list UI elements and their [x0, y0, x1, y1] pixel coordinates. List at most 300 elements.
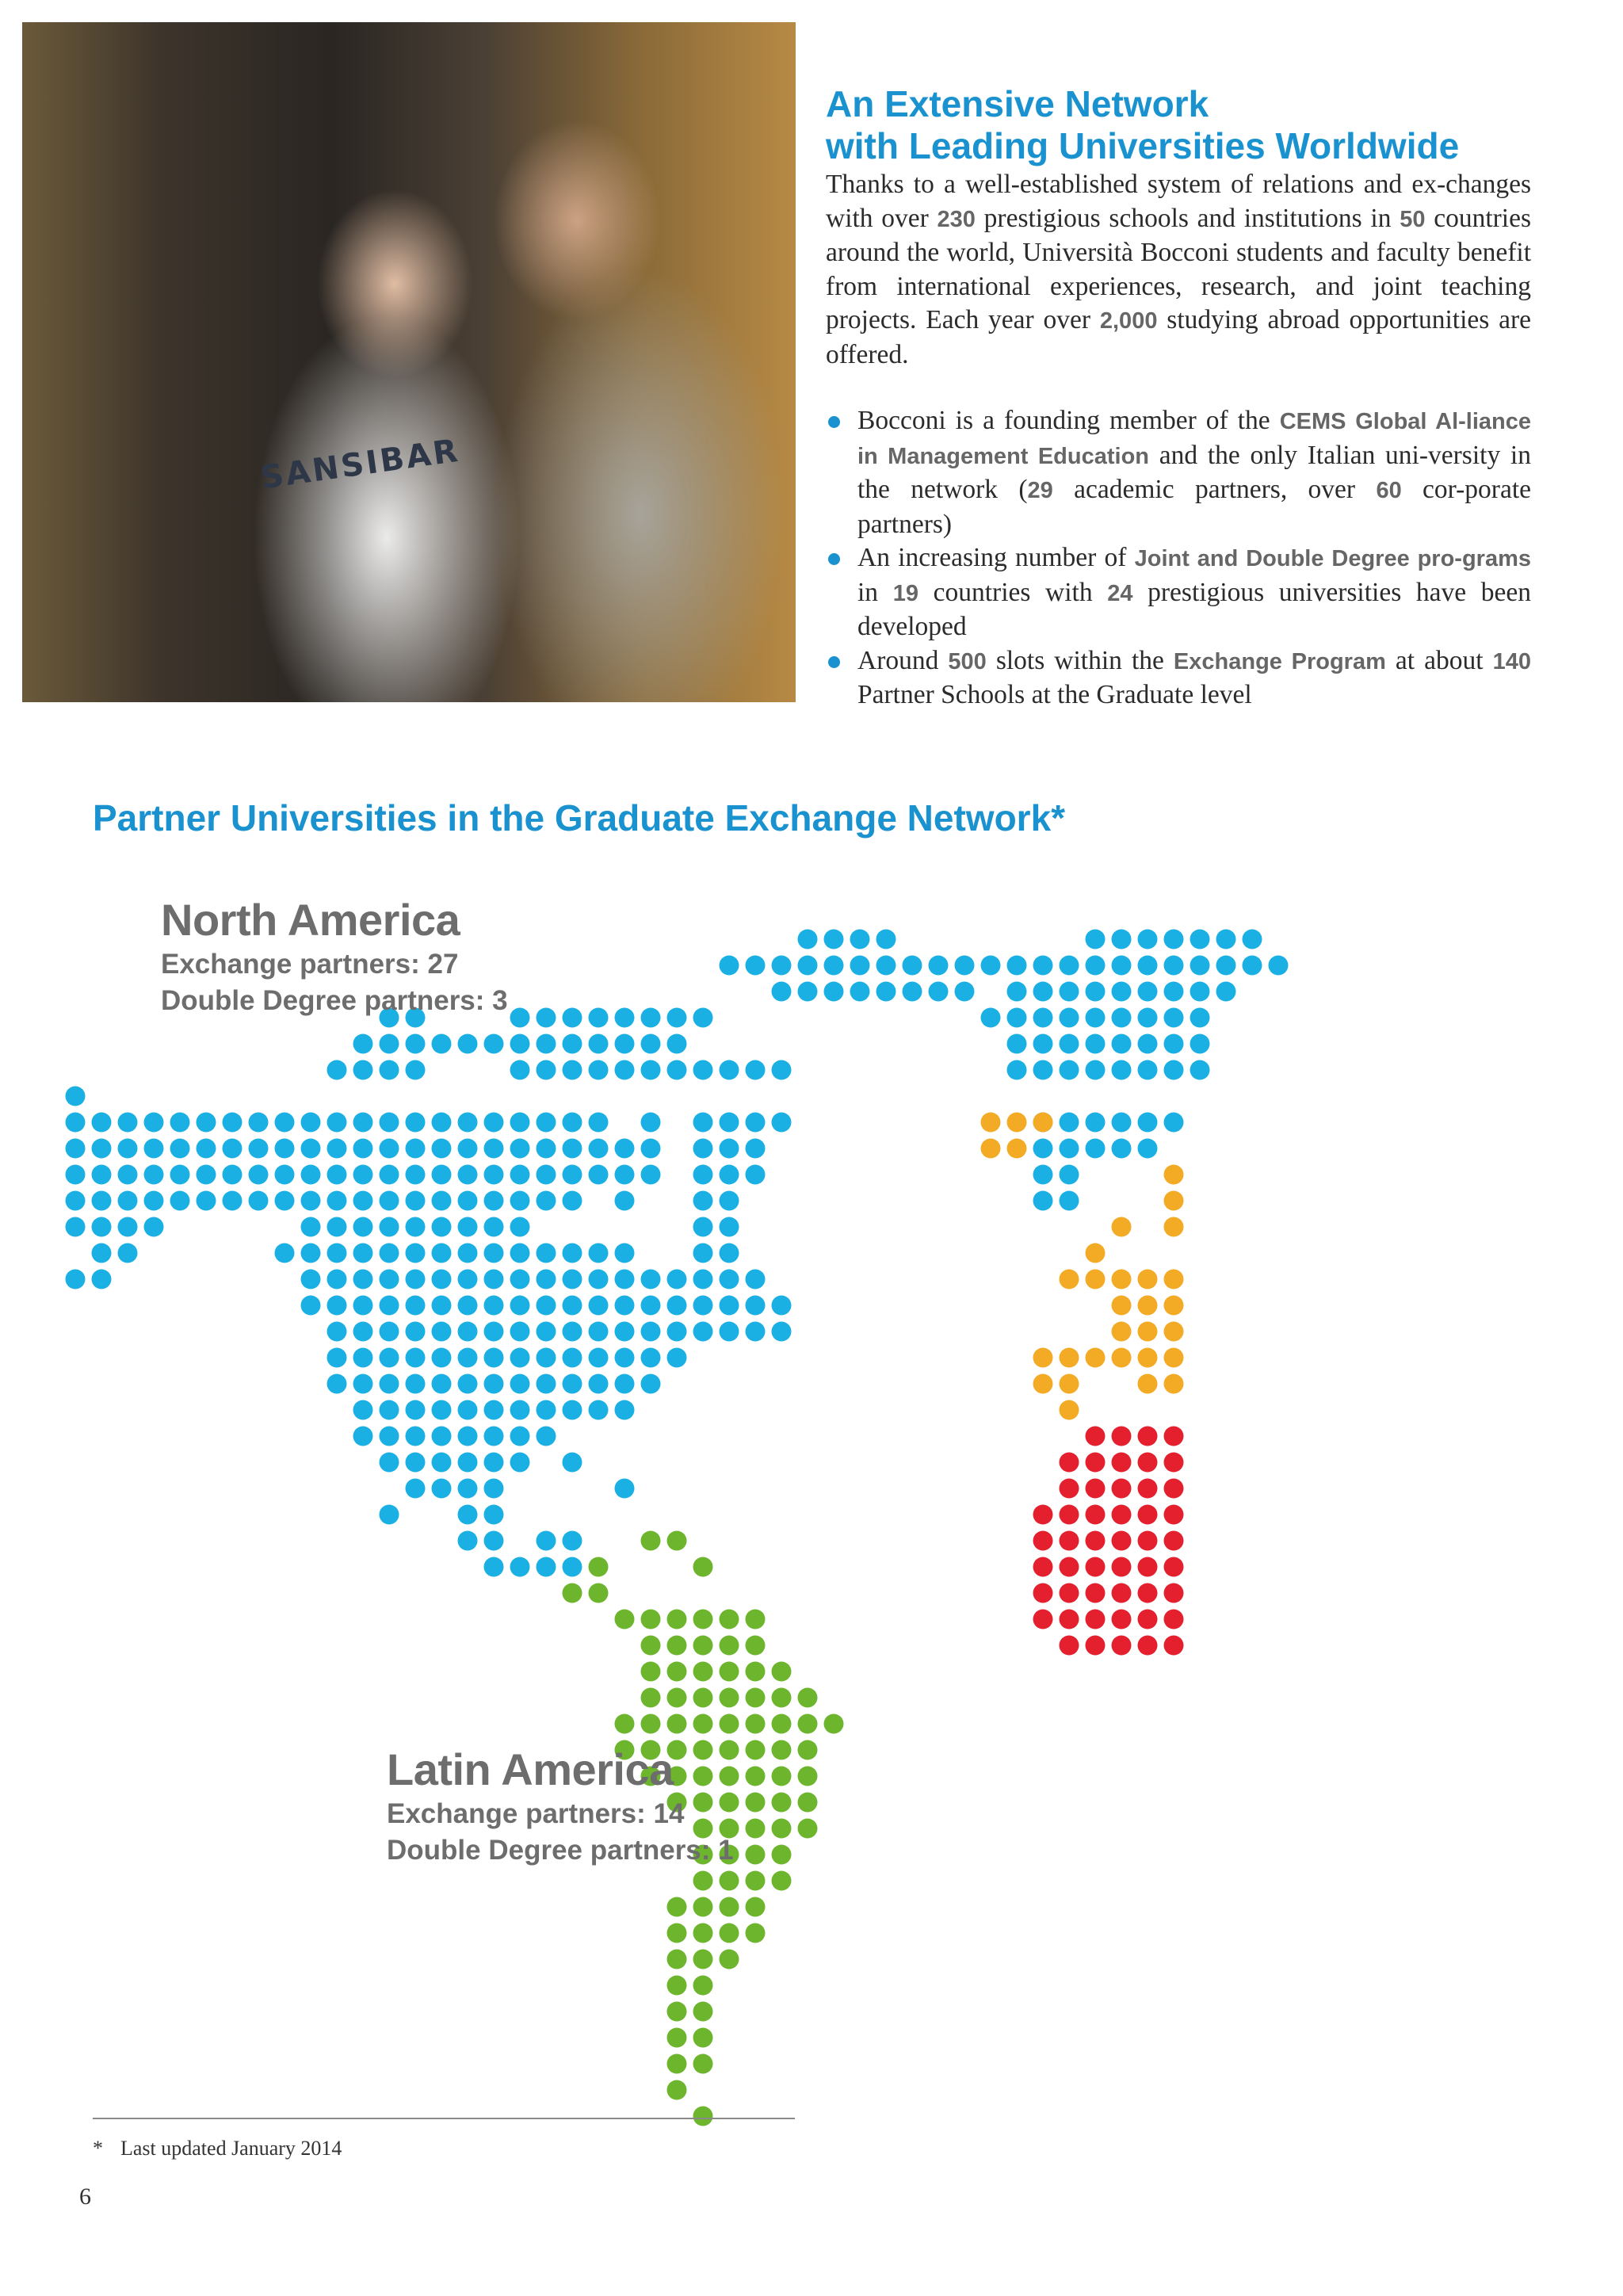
- map-dot: [589, 1400, 609, 1420]
- map-dot: [1086, 1113, 1106, 1133]
- map-dot: [458, 1244, 478, 1263]
- map-dot: [353, 1270, 373, 1289]
- map-dot: [327, 1374, 347, 1394]
- map-dot: [1033, 1557, 1053, 1577]
- map-dot: [275, 1191, 295, 1211]
- map-dot: [353, 1217, 373, 1237]
- map-dot: [249, 1139, 269, 1159]
- map-dot: [693, 1950, 713, 1969]
- map-dot: [1138, 1453, 1158, 1473]
- map-dot: [118, 1139, 138, 1159]
- map-dot: [720, 1060, 739, 1080]
- map-dot: [746, 1270, 766, 1289]
- map-dot: [380, 1165, 399, 1185]
- map-dot: [66, 1217, 86, 1237]
- map-dot: [563, 1374, 582, 1394]
- map-dot: [353, 1191, 373, 1211]
- map-dot: [720, 1714, 739, 1734]
- map-dot: [589, 1139, 609, 1159]
- map-dot: [1060, 1139, 1079, 1159]
- map-dot: [1138, 1348, 1158, 1368]
- map-dot: [667, 1897, 687, 1917]
- map-dot: [484, 1400, 504, 1420]
- map-dot: [484, 1165, 504, 1185]
- map-dot: [615, 1296, 635, 1316]
- map-dot: [1060, 1505, 1079, 1525]
- map-dot: [458, 1479, 478, 1499]
- map-dot: [850, 956, 870, 976]
- map-dot: [667, 2054, 687, 2074]
- map-dot: [537, 1270, 556, 1289]
- map-dot: [798, 982, 818, 1002]
- double-degree-partners: Double Degree partners: 1: [387, 1835, 734, 1866]
- map-dot: [720, 1924, 739, 1943]
- map-dot: [510, 1034, 530, 1054]
- map-dot: [380, 1505, 399, 1525]
- map-dot: [1164, 1348, 1184, 1368]
- map-dot: [537, 1244, 556, 1263]
- map-dot: [693, 1924, 713, 1943]
- map-dot: [406, 1427, 426, 1446]
- intro-text-1: Thanks to a well-established system of relations and ex-changes with over: [826, 170, 1531, 233]
- map-dot: [1138, 1296, 1158, 1316]
- map-dot: [772, 1688, 792, 1708]
- map-dot: [537, 1531, 556, 1551]
- map-dot: [955, 982, 975, 1002]
- map-dot: [66, 1087, 86, 1106]
- map-dot: [92, 1165, 112, 1185]
- map-dot: [458, 1531, 478, 1551]
- map-dot: [1033, 1531, 1053, 1551]
- map-dot: [1086, 956, 1106, 976]
- map-dot: [223, 1191, 242, 1211]
- map-dot: [1112, 1505, 1132, 1525]
- double-degree-highlight: Joint and Double Degree pro-grams: [1134, 546, 1531, 571]
- map-dot: [641, 1636, 661, 1656]
- map-dot: [249, 1165, 269, 1185]
- map-dot: [353, 1244, 373, 1263]
- partner-schools-count: 140: [1492, 648, 1531, 674]
- map-dot: [1086, 1244, 1106, 1263]
- map-dot: [824, 1714, 844, 1734]
- map-dot: [693, 1636, 713, 1656]
- map-dot: [1112, 1584, 1132, 1603]
- map-dot: [615, 1610, 635, 1629]
- map-dot: [327, 1296, 347, 1316]
- map-dot: [380, 1296, 399, 1316]
- map-dot: [1033, 1165, 1053, 1185]
- map-dot: [432, 1400, 452, 1420]
- map-dot: [720, 1610, 739, 1629]
- region-name: North America: [161, 895, 460, 945]
- map-dot: [458, 1034, 478, 1054]
- map-dot: [1164, 1322, 1184, 1342]
- map-dot: [432, 1374, 452, 1394]
- map-dot: [720, 1662, 739, 1682]
- latin-america-label: [387, 1744, 734, 1869]
- map-dot: [1164, 1034, 1184, 1054]
- map-dot: [850, 982, 870, 1002]
- map-dot: [1086, 1008, 1106, 1028]
- map-dot: [327, 1322, 347, 1342]
- map-dot: [1190, 956, 1210, 976]
- map-dot: [641, 1113, 661, 1133]
- map-dot: [223, 1139, 242, 1159]
- map-dot: [1164, 1479, 1184, 1499]
- map-dot: [746, 1871, 766, 1891]
- map-dot: [458, 1374, 478, 1394]
- bullet-text: and the only Italian uni-versity in the network (: [857, 440, 1531, 504]
- map-dot: [484, 1113, 504, 1133]
- map-dot: [1086, 1270, 1106, 1289]
- map-dot: [301, 1270, 321, 1289]
- map-dot: [563, 1531, 582, 1551]
- map-dot: [170, 1165, 190, 1185]
- map-dot: [693, 1714, 713, 1734]
- map-dot: [432, 1244, 452, 1263]
- map-dot: [66, 1165, 86, 1185]
- map-dot: [746, 1924, 766, 1943]
- map-dot: [1138, 1008, 1158, 1028]
- map-dot: [1086, 930, 1106, 949]
- map-dot: [667, 2080, 687, 2100]
- map-dot: [197, 1113, 216, 1133]
- map-dot: [458, 1453, 478, 1473]
- map-dot: [1086, 1584, 1106, 1603]
- map-dot: [746, 1688, 766, 1708]
- map-dot: [641, 1662, 661, 1682]
- map-dot: [693, 1139, 713, 1159]
- map-dot: [798, 1767, 818, 1786]
- map-dot: [118, 1217, 138, 1237]
- map-dot: [432, 1453, 452, 1473]
- map-dot: [380, 1400, 399, 1420]
- map-dot: [693, 1871, 713, 1891]
- map-dot: [1138, 1505, 1158, 1525]
- map-dot: [772, 1060, 792, 1080]
- map-dot: [406, 1270, 426, 1289]
- map-dot: [92, 1244, 112, 1263]
- map-dot: [1112, 1270, 1132, 1289]
- map-dot: [144, 1139, 164, 1159]
- intro-text-2: prestigious schools and institutions in: [975, 203, 1400, 233]
- map-dot: [1164, 1008, 1184, 1028]
- map-dot: [1033, 1113, 1053, 1133]
- map-dot: [615, 1714, 635, 1734]
- academic-partners-count: 29: [1027, 478, 1053, 503]
- opportunities-count: 2,000: [1099, 308, 1158, 334]
- map-dot: [537, 1113, 556, 1133]
- map-dot: [1138, 1322, 1158, 1342]
- map-dot: [693, 1897, 713, 1917]
- map-dot: [1112, 1610, 1132, 1629]
- map-dot: [746, 1714, 766, 1734]
- map-dot: [693, 2002, 713, 2022]
- map-dot: [510, 1270, 530, 1289]
- bullet-text: Around: [857, 645, 949, 675]
- map-dot: [589, 1113, 609, 1133]
- countries-count: 50: [1400, 206, 1426, 232]
- exchange-partners: Exchange partners: 27: [161, 949, 459, 980]
- map-dot: [746, 1322, 766, 1342]
- map-dot: [876, 956, 896, 976]
- map-dot: [380, 1060, 399, 1080]
- map-dot: [1060, 1557, 1079, 1577]
- map-dot: [432, 1322, 452, 1342]
- map-dot: [563, 1322, 582, 1342]
- map-dot: [484, 1374, 504, 1394]
- map-dot: [144, 1191, 164, 1211]
- map-dot: [380, 1191, 399, 1211]
- double-degree-partners: Double Degree partners: 3: [161, 985, 508, 1016]
- map-dot: [798, 1740, 818, 1760]
- map-dot: [484, 1322, 504, 1342]
- map-dot: [798, 1819, 818, 1839]
- map-dot: [1138, 1139, 1158, 1159]
- map-dot: [641, 1348, 661, 1368]
- map-dot: [1164, 1636, 1184, 1656]
- map-dot: [798, 956, 818, 976]
- map-dot: [1164, 956, 1184, 976]
- map-dot: [693, 1322, 713, 1342]
- map-dot: [1086, 1060, 1106, 1080]
- map-dot: [693, 1113, 713, 1133]
- map-dot: [1138, 1113, 1158, 1133]
- map-dot: [380, 1034, 399, 1054]
- map-dot: [589, 1034, 609, 1054]
- map-dot: [615, 1270, 635, 1289]
- map-dot: [563, 1113, 582, 1133]
- map-dot: [1269, 956, 1289, 976]
- map-dot: [432, 1217, 452, 1237]
- map-dot: [1007, 1113, 1027, 1133]
- shirt-print: SANSIBAR: [258, 432, 463, 497]
- map-dot: [720, 956, 739, 976]
- map-dot: [144, 1217, 164, 1237]
- map-dot: [1112, 930, 1132, 949]
- map-dot: [275, 1165, 295, 1185]
- map-dot: [1060, 1400, 1079, 1420]
- map-dot: [537, 1034, 556, 1054]
- map-dot: [510, 1557, 530, 1577]
- map-dot: [510, 1296, 530, 1316]
- map-dot: [1138, 1531, 1158, 1551]
- map-dot: [484, 1244, 504, 1263]
- map-dot: [406, 1191, 426, 1211]
- map-dot: [92, 1270, 112, 1289]
- map-dot: [589, 1584, 609, 1603]
- map-dot: [1112, 1348, 1132, 1368]
- map-dot: [537, 1191, 556, 1211]
- map-dot: [798, 1793, 818, 1813]
- map-dot: [1138, 1427, 1158, 1446]
- map-dot: [746, 1662, 766, 1682]
- map-dot: [667, 1610, 687, 1629]
- map-dot: [1164, 1113, 1184, 1133]
- map-dot: [458, 1348, 478, 1368]
- map-dot: [1060, 1610, 1079, 1629]
- map-dot: [458, 1165, 478, 1185]
- map-dot: [1060, 1191, 1079, 1211]
- map-dot: [824, 956, 844, 976]
- map-dot: [249, 1113, 269, 1133]
- map-dot: [1164, 1505, 1184, 1525]
- map-dot: [1060, 1165, 1079, 1185]
- map-dot: [1112, 1060, 1132, 1080]
- map-dot: [667, 1636, 687, 1656]
- map-dot: [406, 1060, 426, 1080]
- map-dot: [1164, 1191, 1184, 1211]
- map-dot: [510, 1322, 530, 1342]
- map-dot: [667, 1976, 687, 1996]
- map-dot: [327, 1191, 347, 1211]
- map-dot: [92, 1113, 112, 1133]
- map-dot: [667, 1008, 687, 1028]
- map-dot: [589, 1348, 609, 1368]
- bullet-text: Bocconi is a founding member of the: [857, 406, 1280, 435]
- map-dot: [510, 1008, 530, 1028]
- map-dot: [929, 982, 949, 1002]
- map-dot: [537, 1348, 556, 1368]
- map-dot: [667, 1296, 687, 1316]
- map-dot: [458, 1191, 478, 1211]
- map-dot: [955, 956, 975, 976]
- map-dot: [589, 1008, 609, 1028]
- bullet-text: countries with: [918, 577, 1108, 607]
- map-dot: [484, 1139, 504, 1159]
- map-dot: [380, 1113, 399, 1133]
- map-dot: [641, 1008, 661, 1028]
- map-dot: [1033, 1034, 1053, 1054]
- map-dot: [1060, 1531, 1079, 1551]
- map-dot: [746, 1793, 766, 1813]
- map-dot: [1243, 930, 1262, 949]
- map-title: Partner Universities in the Graduate Exchange Network*: [93, 797, 1066, 839]
- map-dot: [432, 1270, 452, 1289]
- map-dot: [170, 1191, 190, 1211]
- map-dot: [746, 1845, 766, 1865]
- map-dot: [510, 1427, 530, 1446]
- map-dot: [327, 1060, 347, 1080]
- map-dot: [720, 1871, 739, 1891]
- map-dot: [615, 1400, 635, 1420]
- map-dot: [981, 956, 1001, 976]
- map-dot: [746, 1165, 766, 1185]
- map-dot: [1112, 1034, 1132, 1054]
- map-dot: [1033, 1348, 1053, 1368]
- map-dot: [693, 1688, 713, 1708]
- map-dot: [667, 2002, 687, 2022]
- map-dot: [720, 1191, 739, 1211]
- map-dot: [301, 1296, 321, 1316]
- map-dot: [772, 1740, 792, 1760]
- map-dot: [1007, 982, 1027, 1002]
- map-dot: [301, 1217, 321, 1237]
- map-dot: [1216, 930, 1236, 949]
- map-dot: [693, 1610, 713, 1629]
- map-dot: [746, 956, 766, 976]
- map-dot: [510, 1244, 530, 1263]
- map-dot: [693, 1165, 713, 1185]
- map-dot: [1216, 956, 1236, 976]
- map-dot: [1138, 982, 1158, 1002]
- map-dot: [1164, 1557, 1184, 1577]
- map-dot: [667, 1531, 687, 1551]
- map-dot: [1112, 1557, 1132, 1577]
- map-dot: [406, 1453, 426, 1473]
- bullet-text: Partner Schools at the Graduate level: [857, 680, 1252, 709]
- map-dot: [1086, 1610, 1106, 1629]
- map-dot: [589, 1296, 609, 1316]
- map-dot: [1138, 1060, 1158, 1080]
- map-dot: [1112, 1453, 1132, 1473]
- map-dot: [1164, 1584, 1184, 1603]
- map-dot: [432, 1034, 452, 1054]
- map-dot: [1060, 1270, 1079, 1289]
- map-dot: [484, 1270, 504, 1289]
- map-dot: [641, 1322, 661, 1342]
- map-dot: [615, 1348, 635, 1368]
- map-dot: [327, 1270, 347, 1289]
- map-dot: [1138, 1636, 1158, 1656]
- map-dot: [563, 1034, 582, 1054]
- map-dot: [1112, 1636, 1132, 1656]
- map-dot: [693, 1060, 713, 1080]
- map-dot: [510, 1191, 530, 1211]
- map-dot: [563, 1584, 582, 1603]
- map-dot: [353, 1139, 373, 1159]
- map-dot: [1190, 1060, 1210, 1080]
- map-dot: [1033, 1374, 1053, 1394]
- map-dot: [667, 1688, 687, 1708]
- map-dot: [746, 1740, 766, 1760]
- map-dot: [746, 1636, 766, 1656]
- map-dot: [693, 1244, 713, 1263]
- map-dot: [275, 1244, 295, 1263]
- map-dot: [1112, 1008, 1132, 1028]
- map-dot: [903, 982, 922, 1002]
- map-dot: [380, 1217, 399, 1237]
- map-dot: [458, 1505, 478, 1525]
- map-dot: [118, 1244, 138, 1263]
- map-dot: [1086, 1139, 1106, 1159]
- corporate-partners-count: 60: [1376, 478, 1402, 503]
- map-dot: [1033, 1584, 1053, 1603]
- map-dot: [1138, 930, 1158, 949]
- map-dot: [1112, 1139, 1132, 1159]
- map-dot: [693, 2107, 713, 2126]
- map-dot: [1164, 1217, 1184, 1237]
- map-dot: [380, 1374, 399, 1394]
- map-dot: [353, 1374, 373, 1394]
- map-dot: [615, 1008, 635, 1028]
- map-dot: [458, 1113, 478, 1133]
- map-dot: [1112, 1113, 1132, 1133]
- map-dot: [772, 1819, 792, 1839]
- map-dot: [563, 1557, 582, 1577]
- map-dot: [824, 982, 844, 1002]
- map-dot: [484, 1427, 504, 1446]
- footnote-marker: *: [93, 2137, 103, 2160]
- map-dot: [432, 1479, 452, 1499]
- map-dot: [1138, 1584, 1158, 1603]
- region-name: Latin America: [387, 1744, 674, 1794]
- map-dot: [772, 982, 792, 1002]
- map-dot: [720, 1165, 739, 1185]
- map-dot: [1112, 1479, 1132, 1499]
- map-dot: [746, 1897, 766, 1917]
- dd-universities-count: 24: [1107, 580, 1133, 606]
